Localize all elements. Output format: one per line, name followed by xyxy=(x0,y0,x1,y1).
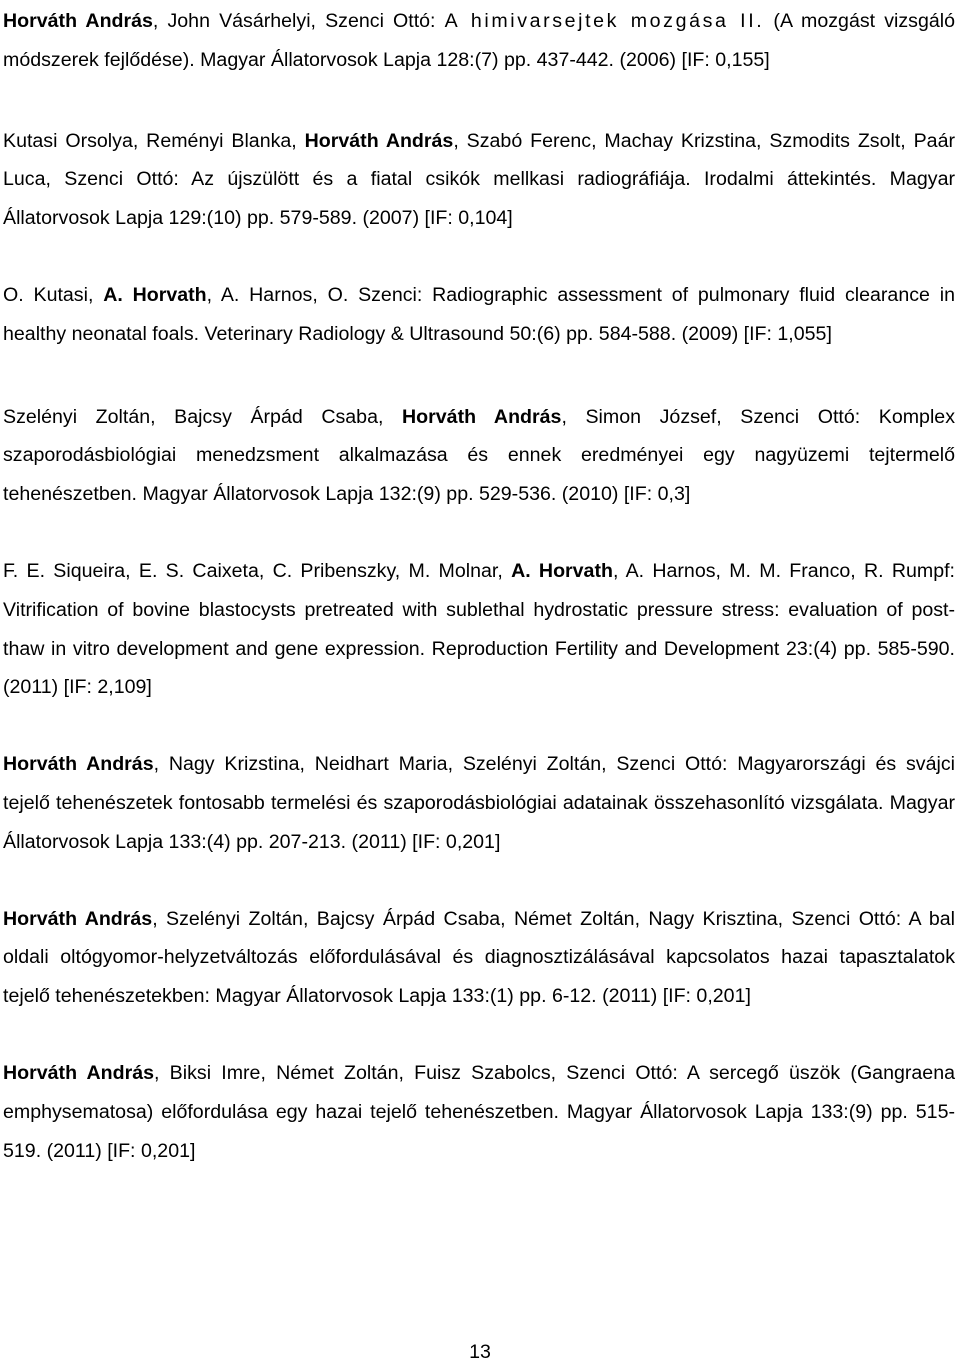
self-author: Horváth András xyxy=(3,753,154,776)
self-author: Horváth András xyxy=(3,907,153,930)
publication-entry xyxy=(3,122,955,238)
self-author: Horváth András xyxy=(304,129,454,152)
publication-entry xyxy=(3,276,955,354)
co-authors: O. Kutasi, xyxy=(3,283,104,306)
publication-title-spaced: A himivarsejtek mozgása II. xyxy=(444,10,765,32)
publication-entry xyxy=(3,2,955,80)
co-authors: F. E. Siqueira, E. S. Caixeta, C. Pribenszky, M. Molnar, xyxy=(3,559,512,582)
self-author: Horváth András xyxy=(3,10,153,32)
co-authors: , John Vásárhelyi, Szenci Ottó: xyxy=(152,10,445,32)
publication-entry xyxy=(3,1054,955,1170)
publication-details: , Simon József, Szenci Ottó: Komplex szaporodásbiológiai menedzsment alkalmazása és ennek eredményei egy nagyüzemi tejtermelő tehenészetben. Magyar Állatorvosok Lapja 132:(9) pp. 529-536. (2010) [IF: 0,3] xyxy=(3,405,955,506)
publication-details: , Biksi Imre, Német Zoltán, Fuisz Szabolcs, Szenci Ottó: A sercegő üszök (Gangraena emphysematosa) előfordulása egy hazai tejelő tehenészetben. Magyar Állatorvosok Lapja 133:(9) pp. 515-519. (2011) [IF: 0,201] xyxy=(3,1061,955,1162)
publication-entry xyxy=(3,900,955,1016)
self-author: Horváth András xyxy=(3,1061,155,1084)
co-authors: Szelényi Zoltán, Bajcsy Árpád Csaba, xyxy=(3,405,403,428)
publication-entry xyxy=(3,745,955,861)
publication-list xyxy=(3,0,955,1170)
publication-details: (A mozgást vizsgáló módszerek fejlődése). Magyar Állatorvosok Lapja 128:(7) pp. 437-442. (2006) [IF: 0,155] xyxy=(3,10,955,71)
publication-entry xyxy=(3,398,955,514)
publication-details: , A. Harnos, M. M. Franco, R. Rumpf: Vitrification of bovine blastocysts pretreated with sublethal hydrostatic pressure stress: evaluation of post-thaw in vitro development and gene expression. Reproduction Fertility and Development 23:(4) pp. 585-590. (2011) [IF: 2,109] xyxy=(3,559,955,699)
publication-details: , Szelényi Zoltán, Bajcsy Árpád Csaba, Német Zoltán, Nagy Krisztina, Szenci Ottó: A bal oldali oltógyomor-helyzetváltozás előfordulásával és diagnosztizálásával kapcsolatos hazai tapasztalatok tejelő tehenészetekben: Magyar Állatorvosok Lapja 133:(1) pp. 6-12. (2011) [IF: 0,201] xyxy=(3,907,955,1008)
publication-entry xyxy=(3,552,955,707)
publication-details: , Nagy Krizstina, Neidhart Maria, Szelényi Zoltán, Szenci Ottó: Magyarországi és svájci tejelő tehenészetek fontosabb termelési és szaporodásbiológiai adatainak összehasonlító vizsgálata. Magyar Állatorvosok Lapja 133:(4) pp. 207-213. (2011) [IF: 0,201] xyxy=(3,753,955,853)
publication-details: , Szabó Ferenc, Machay Krizstina, Szmodits Zsolt, Paár Luca, Szenci Ottó: Az újszülött és a fiatal csikók mellkasi radiográfiája. Irodalmi áttekintés. Magyar Állatorvosok Lapja 129:(10) pp. 579-589. (2007) [IF: 0,104] xyxy=(3,129,955,230)
self-author: A. Horvath xyxy=(103,283,207,306)
publication-details: , A. Harnos, O. Szenci: Radiographic assessment of pulmonary fluid clearance in healthy neonatal foals. Veterinary Radiology & Ultrasound 50:(6) pp. 584-588. (2009) [IF: 1,055] xyxy=(3,283,955,345)
self-author: A. Horvath xyxy=(511,559,613,582)
self-author: Horváth András xyxy=(402,405,562,428)
co-authors: Kutasi Orsolya, Reményi Blanka, xyxy=(3,129,305,152)
page-number: 13 xyxy=(469,1341,491,1363)
